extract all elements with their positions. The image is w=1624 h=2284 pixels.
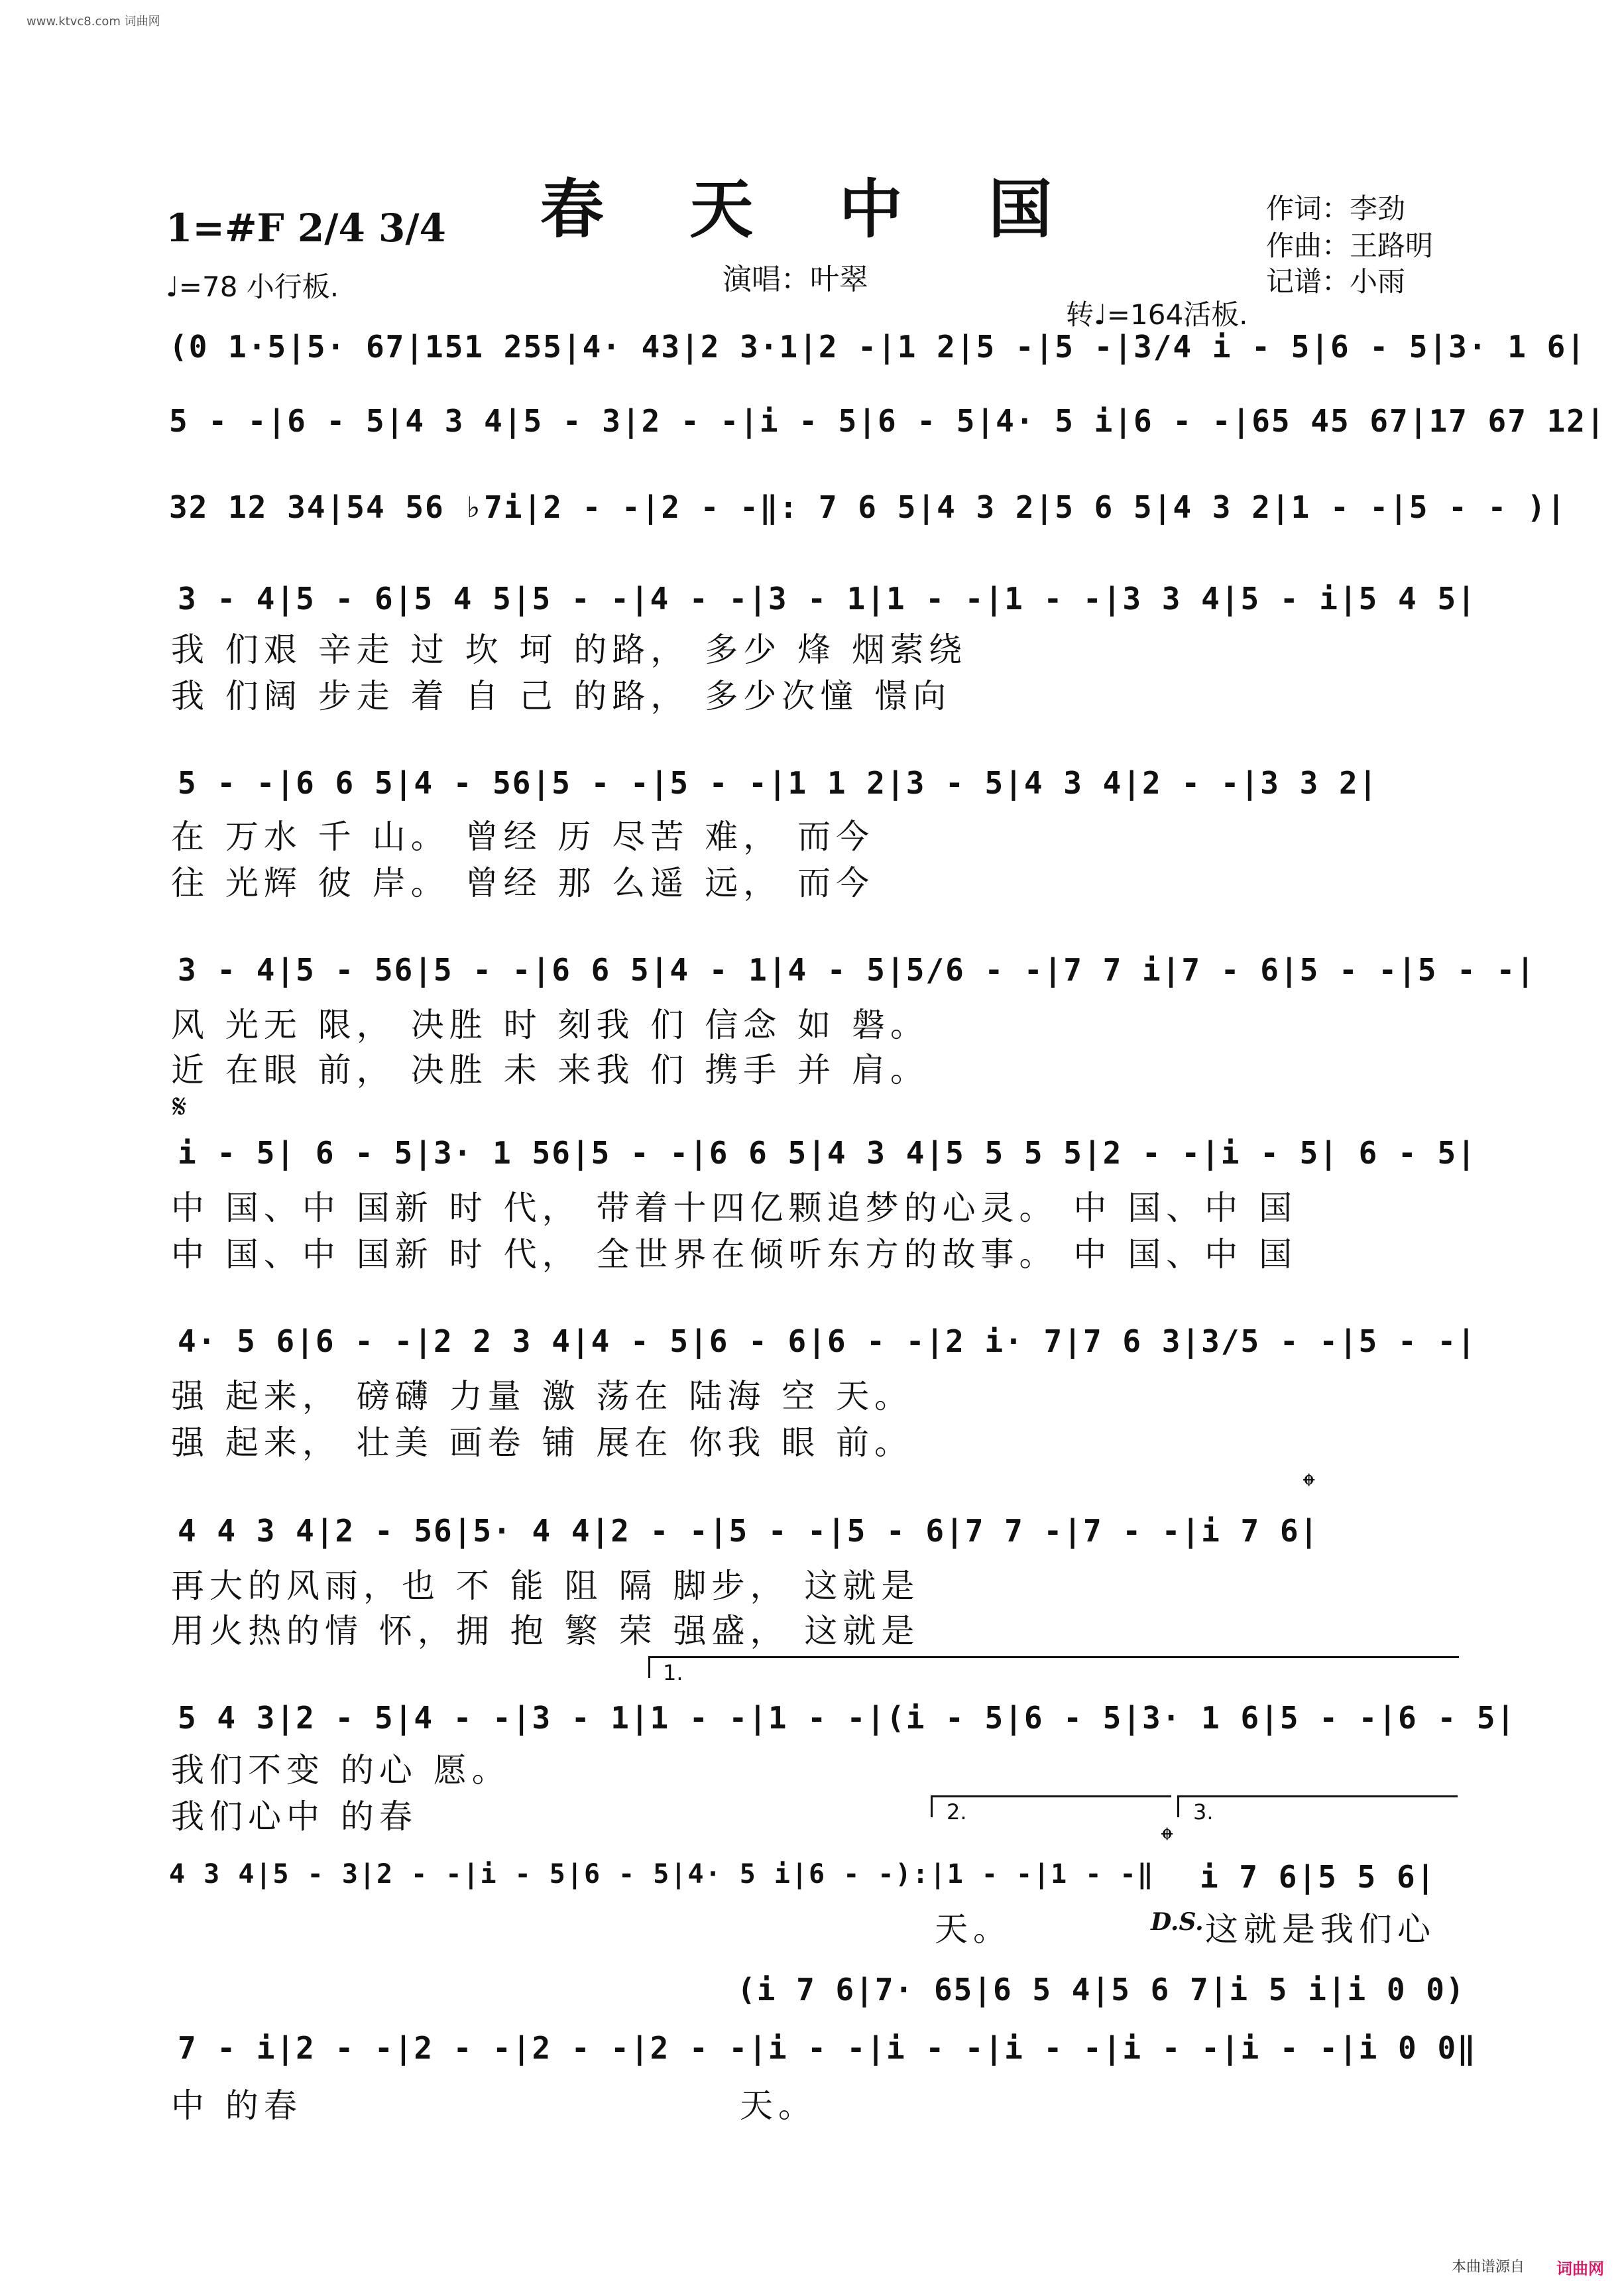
lyric-row-11-coda: 这就是我们心 [1205,1910,1436,1949]
first-ending-bracket [648,1656,1459,1678]
lyric-row-11: 天。 [935,1910,1012,1949]
notation-row-12: 7 - i|2 - -|2 - -|2 - -|2 - -|i - -|i - -|i - -|i - -|i - -|i 0 0‖ [178,2030,1477,2066]
second-ending-number: 2. [947,1799,967,1825]
first-ending-number: 1. [663,1660,683,1685]
lyric-row-4-verse-2: 我 们阔 步走 着 自 己 的路， 多少次憧 憬向 [171,677,952,715]
lyric-row-10-verse-2: 我们心中 的春 [171,1797,418,1836]
singer-credit: 演唱：叶翠 [723,263,868,296]
lyric-row-7-verse-2: 中 国、中 国新 时 代， 全世界在倾听东方的故事。 中 国、中 国 [171,1235,1298,1274]
dal-segno-mark: D.S. [1151,1908,1204,1936]
lyric-row-8-verse-2: 强 起来， 壮美 画卷 铺 展在 你我 眼 前。 [171,1423,913,1462]
notation-row-10: 5 4 3|2 - 5|4 - -|3 - 1|1 - -|1 - -|(i - 5|6 - 5|3· 1 6|5 - -|6 - 5| [178,1700,1517,1736]
third-ending-number: 3. [1193,1799,1214,1825]
lyric-row-7-verse-1: 中 国、中 国新 时 代， 带着十四亿颗追梦的心灵。 中 国、中 国 [171,1189,1298,1227]
lyric-row-6-verse-2: 近 在眼 前， 决胜 未 来我 们 携手 并 肩。 [171,1051,929,1089]
lyric-row-10-verse-1: 我们不变 的心 愿。 [171,1751,510,1789]
coda-symbol: 𝄌 [1303,1467,1315,1505]
coda-symbol-2: 𝄌 [1161,1821,1173,1859]
notation-row-11: 4 3 4|5 - 3|2 - -|i - 5|6 - 5|4· 5 i|6 - -):|1 - -|1 - -‖ [169,1859,1155,1890]
song-title: 春 天 中 国 [540,172,1084,247]
right-margin-watermark [1612,40,1621,2228]
lyric-row-12-b: 天。 [740,2086,817,2125]
notation-row-5: 5 - -|6 6 5|4 - 56|5 - -|5 - -|1 1 2|3 - 5|4 3 4|2 - -|3 3 2| [178,765,1379,801]
lyric-row-4-verse-1: 我 们艰 辛走 过 坎 坷 的路， 多少 烽 烟萦绕 [171,631,968,669]
lyric-row-9-verse-2: 用火热的情 怀，拥 抱 繁 荣 强盛， 这就是 [171,1612,920,1650]
composer-credit: 作曲：王路明 [1266,229,1434,262]
lyric-row-12-a: 中 的春 [171,2086,302,2125]
notation-row-2: 5 - -|6 - 5|4 3 4|5 - 3|2 - -|i - 5|6 - 5|4· 5 i|6 - -|65 45 67|17 67 12| [169,403,1606,439]
third-ending-bracket [1177,1795,1458,1817]
lyric-row-9-verse-1: 再大的风雨，也 不 能 阻 隔 脚步， 这就是 [171,1567,920,1605]
lyric-row-5-verse-2: 往 光辉 彼 岸。 曾经 那 么遥 远， 而今 [171,864,875,902]
site-watermark: www.ktvc8.com 词曲网 [27,15,160,29]
notation-row-9: 4 4 3 4|2 - 56|5· 4 4|2 - -|5 - -|5 - 6|7 7 -|7 - -|i 7 6| [178,1513,1320,1549]
lyric-row-5-verse-1: 在 万水 千 山。 曾经 历 尽苦 难， 而今 [171,817,875,856]
tempo-marking: ♩=78 小行板. [166,270,339,303]
notation-row-6: 3 - 4|5 - 56|5 - -|6 6 5|4 - 1|4 - 5|5/6 - -|7 7 i|7 - 6|5 - -|5 - -| [178,952,1536,988]
key-signature: 1=#F 2/4 3/4 [166,206,446,251]
notation-row-3: 32 12 34|54 56 ♭7i|2 - -|2 - -‖: 7 6 5|4 3 2|5 6 5|4 3 2|1 - -|5 - - )| [169,489,1567,525]
notation-row-12-accompaniment: (i 7 6|7· 65|6 5 4|5 6 7|i 5 i|i 0 0) [737,1972,1466,2008]
lyricist-credit: 作词：李劲 [1266,192,1406,225]
notation-row-1: (0 1·5|5· 67|151 255|4· 43|2 3·1|2 -|1 2|5 -|5 -|3/4 i - 5|6 - 5|3· 1 6| [169,329,1586,365]
transcriber-credit: 记谱：小雨 [1266,265,1406,298]
footer-source: 本曲谱源自 [1451,2259,1525,2275]
footer-logo[interactable]: 词曲网 [1556,2259,1604,2278]
lyric-row-6-verse-1: 风 光无 限， 决胜 时 刻我 们 信念 如 磐。 [171,1006,929,1044]
notation-row-11-coda: i 7 6|5 5 6| [1200,1859,1436,1895]
notation-row-4: 3 - 4|5 - 6|5 4 5|5 - -|4 - -|3 - 1|1 - -|1 - -|3 3 4|5 - i|5 4 5| [178,581,1477,617]
lyric-row-8-verse-1: 强 起来， 磅礴 力量 激 荡在 陆海 空 天。 [171,1377,913,1415]
left-margin-watermark [3,40,12,2228]
segno-symbol: 𝄋 [172,1087,187,1126]
tempo-change: 转♩=164活板. [1066,298,1248,331]
notation-row-8: 4· 5 6|6 - -|2 2 3 4|4 - 5|6 - 6|6 - -|2 i· 7|7 6 3|3/5 - -|5 - -| [178,1323,1477,1359]
notation-row-7: i - 5| 6 - 5|3· 1 56|5 - -|6 6 5|4 3 4|5 5 5 5|2 - -|i - 5| 6 - 5| [178,1135,1477,1171]
